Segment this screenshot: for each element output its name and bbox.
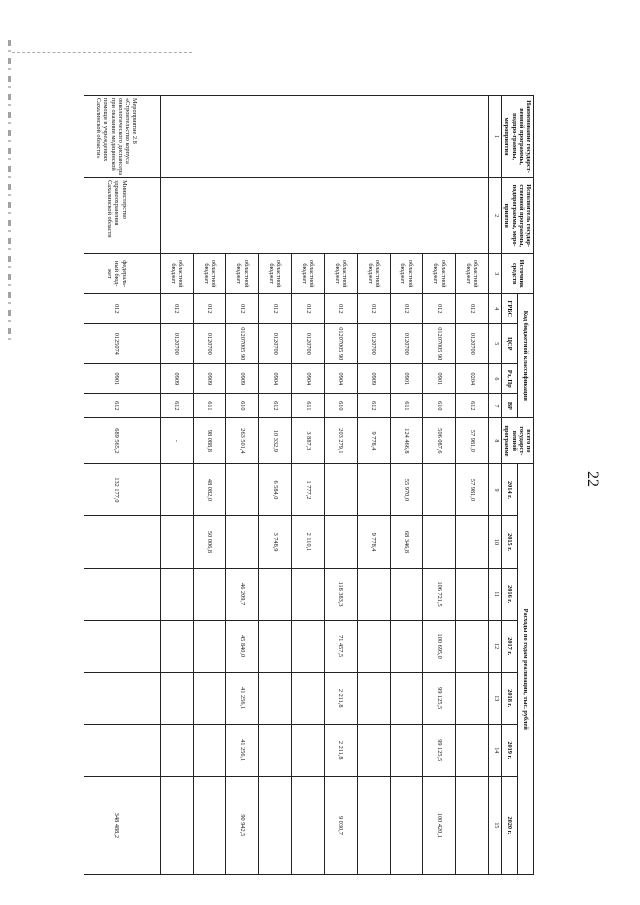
y2017-cell xyxy=(357,620,390,672)
y2014-cell: 57 981,0 xyxy=(456,464,489,516)
header-2014: 2014 г. xyxy=(502,464,518,516)
header-2015: 2015 г. xyxy=(502,516,518,568)
rzpr-cell: 0904 xyxy=(292,364,325,394)
y2019-cell xyxy=(193,724,226,776)
scan-edge-artifact xyxy=(8,40,11,340)
header-rzpr: Рз, Пр xyxy=(502,364,518,394)
y2015-cell: 9 778,4 xyxy=(357,516,390,568)
y2016-cell xyxy=(160,568,193,620)
y2015-cell: 50 006,8 xyxy=(193,516,226,568)
rzpr-cell: 0901 xyxy=(84,364,160,394)
grbs-cell: 012 xyxy=(324,294,357,324)
y2019-cell xyxy=(84,724,160,776)
rotated-sheet xyxy=(84,95,534,875)
vr-cell: 612 xyxy=(259,394,292,418)
rzpr-cell: 0204 xyxy=(456,364,489,394)
total-cell: 57 981,0 xyxy=(456,418,489,464)
csr-cell: 0120700 xyxy=(193,324,226,364)
y2019-cell xyxy=(259,724,292,776)
y2018-cell xyxy=(390,672,423,724)
source-cell: областной бюджет xyxy=(226,254,259,294)
source-cell: областной бюджет xyxy=(423,254,456,294)
rzpr-cell: 0904 xyxy=(259,364,292,394)
total-cell: 689 565,2 xyxy=(84,418,160,464)
y2014-cell xyxy=(357,464,390,516)
rzpr-cell: 0909 xyxy=(226,364,259,394)
total-cell: 3 887,3 xyxy=(292,418,325,464)
y2014-cell xyxy=(324,464,357,516)
y2014-cell xyxy=(423,464,456,516)
total-cell: 124 466,8 xyxy=(390,418,423,464)
y2016-cell: 118 383,3 xyxy=(324,568,357,620)
header-csr: ЦСР xyxy=(502,324,518,364)
y2019-cell: 41 256,1 xyxy=(226,724,259,776)
y2014-cell xyxy=(226,464,259,516)
y2014-cell: 132 177,0 xyxy=(84,464,160,516)
y2019-cell: 99 125,5 xyxy=(423,724,456,776)
y2017-cell: 100 695,0 xyxy=(423,620,456,672)
vr-cell: 611 xyxy=(193,394,226,418)
y2020-cell xyxy=(357,776,390,874)
y2018-cell xyxy=(357,672,390,724)
vr-cell: 610 xyxy=(226,394,259,418)
col-number: 3 xyxy=(489,254,502,294)
col-number: 4 xyxy=(489,294,502,324)
col-number: 12 xyxy=(489,620,502,672)
col-number: 14 xyxy=(489,724,502,776)
y2018-cell xyxy=(193,672,226,724)
header-program: Наименование государст-венной программы, подпро-граммы, мероприятия xyxy=(502,96,534,178)
y2017-cell xyxy=(84,620,160,672)
y2020-cell xyxy=(456,776,489,874)
rzpr-cell: 0909 xyxy=(160,364,193,394)
rzpr-cell: 0909 xyxy=(193,364,226,394)
y2014-cell: 1 777,2 xyxy=(292,464,325,516)
header-2020: 2020 г. xyxy=(502,776,518,874)
budget-table xyxy=(84,95,534,875)
y2015-cell: 3 748,9 xyxy=(259,516,292,568)
total-cell: 506 087,6 xyxy=(423,418,456,464)
y2017-cell: 45 840,0 xyxy=(226,620,259,672)
y2016-cell xyxy=(259,568,292,620)
y2017-cell xyxy=(259,620,292,672)
y2016-cell xyxy=(193,568,226,620)
y2020-cell: 9 030,7 xyxy=(324,776,357,874)
y2017-cell: 71 457,5 xyxy=(324,620,357,672)
col-number: 13 xyxy=(489,672,502,724)
y2014-cell: 55 970,0 xyxy=(390,464,423,516)
header-vr: ВР xyxy=(502,394,518,418)
col-number: 15 xyxy=(489,776,502,874)
col-number: 6 xyxy=(489,364,502,394)
y2016-cell xyxy=(292,568,325,620)
header-expenses-group: Расходы по годам реализации, тыс. рублей xyxy=(518,464,534,875)
table-row xyxy=(456,96,489,875)
grbs-cell: 012 xyxy=(292,294,325,324)
csr-cell: 01207005 90 xyxy=(324,324,357,364)
grbs-cell: 012 xyxy=(193,294,226,324)
y2016-cell xyxy=(357,568,390,620)
total-cell: 10 332,9 xyxy=(259,418,292,464)
y2015-cell xyxy=(84,516,160,568)
total-cell: 263 501,4 xyxy=(226,418,259,464)
y2020-cell xyxy=(259,776,292,874)
y2018-cell: 2 211,8 xyxy=(324,672,357,724)
csr-cell: 0120700 xyxy=(357,324,390,364)
col-number: 5 xyxy=(489,324,502,364)
header-total: всего по государст-венной программе xyxy=(502,418,534,464)
vr-cell: 610 xyxy=(324,394,357,418)
y2018-cell xyxy=(259,672,292,724)
grbs-cell: 012 xyxy=(357,294,390,324)
y2019-cell xyxy=(456,724,489,776)
y2015-cell: 68 346,8 xyxy=(390,516,423,568)
source-cell: областной бюджет xyxy=(324,254,357,294)
y2020-cell xyxy=(160,776,193,874)
y2020-cell: 90 942,5 xyxy=(226,776,259,874)
total-cell: 203 279,1 xyxy=(324,418,357,464)
y2019-cell xyxy=(357,724,390,776)
vr-cell: 611 xyxy=(390,394,423,418)
y2015-cell xyxy=(423,516,456,568)
y2017-cell xyxy=(193,620,226,672)
vr-cell: 612 xyxy=(357,394,390,418)
rzpr-cell: 0901 xyxy=(390,364,423,394)
y2018-cell xyxy=(160,672,193,724)
source-cell: областной бюджет xyxy=(456,254,489,294)
vr-cell: 612 xyxy=(160,394,193,418)
y2020-cell: 100 420,1 xyxy=(423,776,456,874)
header-source: Источник средств xyxy=(502,254,534,294)
y2016-cell xyxy=(390,568,423,620)
vr-cell: 611 xyxy=(292,394,325,418)
csr-cell: 01207005 90 xyxy=(226,324,259,364)
y2017-cell xyxy=(292,620,325,672)
col-number: 10 xyxy=(489,516,502,568)
vr-cell: 612 xyxy=(456,394,489,418)
csr-cell: 01207005 90 xyxy=(423,324,456,364)
vr-cell: 610 xyxy=(423,394,456,418)
y2018-cell: 99 125,5 xyxy=(423,672,456,724)
total-cell: 98 088,8 xyxy=(193,418,226,464)
y2015-cell xyxy=(226,516,259,568)
header-2018: 2018 г. xyxy=(502,672,518,724)
csr-cell: 0125074 xyxy=(84,324,160,364)
col-number: 1 xyxy=(489,96,502,178)
y2018-cell xyxy=(456,672,489,724)
y2019-cell xyxy=(390,724,423,776)
scan-top-artifact xyxy=(12,52,192,53)
y2016-cell xyxy=(456,568,489,620)
header-2019: 2019 г. xyxy=(502,724,518,776)
source-cell: федераль-ный бюд-жет xyxy=(84,254,160,294)
y2017-cell xyxy=(390,620,423,672)
y2014-cell: 48 082,0 xyxy=(193,464,226,516)
csr-cell: 0120700 xyxy=(259,324,292,364)
header-2017: 2017 г. xyxy=(502,620,518,672)
source-cell: областной бюджет xyxy=(357,254,390,294)
header-2016: 2016 г. xyxy=(502,568,518,620)
y2019-cell: 2 211,8 xyxy=(324,724,357,776)
total-cell: 9 778,4 xyxy=(357,418,390,464)
y2018-cell xyxy=(84,672,160,724)
y2018-cell xyxy=(292,672,325,724)
y2019-cell xyxy=(160,724,193,776)
y2015-cell xyxy=(160,516,193,568)
grbs-cell: 012 xyxy=(226,294,259,324)
rzpr-cell: 0909 xyxy=(357,364,390,394)
grbs-cell: 012 xyxy=(423,294,456,324)
csr-cell: 0120700 xyxy=(160,324,193,364)
col-number: 2 xyxy=(489,178,502,254)
y2016-cell xyxy=(84,568,160,620)
grbs-cell: 012 xyxy=(456,294,489,324)
header-executor: Исполнитель государ-ственной программы, подпрограммы, меро-приятия xyxy=(502,178,534,254)
y2020-cell: 348 488,2 xyxy=(84,776,160,874)
col-number: 7 xyxy=(489,394,502,418)
source-cell: областной бюджет xyxy=(292,254,325,294)
event-executor-cell: Министерство здравоохранения Сахалинской области xyxy=(84,178,160,254)
col-number: 9 xyxy=(489,464,502,516)
y2014-cell xyxy=(160,464,193,516)
source-cell: областной бюджет xyxy=(259,254,292,294)
y2015-cell xyxy=(324,516,357,568)
y2015-cell xyxy=(456,516,489,568)
csr-cell: 0120700 xyxy=(390,324,423,364)
table-frame xyxy=(84,95,534,875)
source-cell: областной бюджет xyxy=(390,254,423,294)
y2015-cell: 2 110,1 xyxy=(292,516,325,568)
y2014-cell: 6 584,0 xyxy=(259,464,292,516)
y2016-cell: 46 209,7 xyxy=(226,568,259,620)
y2019-cell xyxy=(292,724,325,776)
y2017-cell xyxy=(456,620,489,672)
y2020-cell xyxy=(193,776,226,874)
header-grbs: ГРБС xyxy=(502,294,518,324)
header-code-group: Код бюджетной классификации xyxy=(518,294,534,418)
col-number: 11 xyxy=(489,568,502,620)
total-cell: - xyxy=(160,418,193,464)
y2018-cell: 41 256,1 xyxy=(226,672,259,724)
page-number: 22 xyxy=(584,471,601,487)
csr-cell: 0120700 xyxy=(456,324,489,364)
grbs-cell: 012 xyxy=(84,294,160,324)
executor-cell-empty xyxy=(160,178,488,254)
source-cell: областной бюджет xyxy=(193,254,226,294)
rzpr-cell: 0904 xyxy=(324,364,357,394)
y2020-cell xyxy=(390,776,423,874)
rzpr-cell: 0901 xyxy=(423,364,456,394)
event-name-cell: Мероприятие 2.8 «Строительство корпуса онкологического диспансера при оказании медицинской помощи в учреждениях Сахалинской области» xyxy=(84,96,160,178)
col-number: 8 xyxy=(489,418,502,464)
csr-cell: 0120700 xyxy=(292,324,325,364)
grbs-cell: 012 xyxy=(390,294,423,324)
y2016-cell: 106 721,5 xyxy=(423,568,456,620)
vr-cell: 612 xyxy=(84,394,160,418)
y2017-cell xyxy=(160,620,193,672)
grbs-cell: 012 xyxy=(160,294,193,324)
grbs-cell: 012 xyxy=(259,294,292,324)
column-number-row xyxy=(489,96,502,875)
table-row-event xyxy=(84,96,160,875)
y2020-cell xyxy=(292,776,325,874)
source-cell: областной бюджет xyxy=(160,254,193,294)
program-cell-empty xyxy=(160,96,488,178)
